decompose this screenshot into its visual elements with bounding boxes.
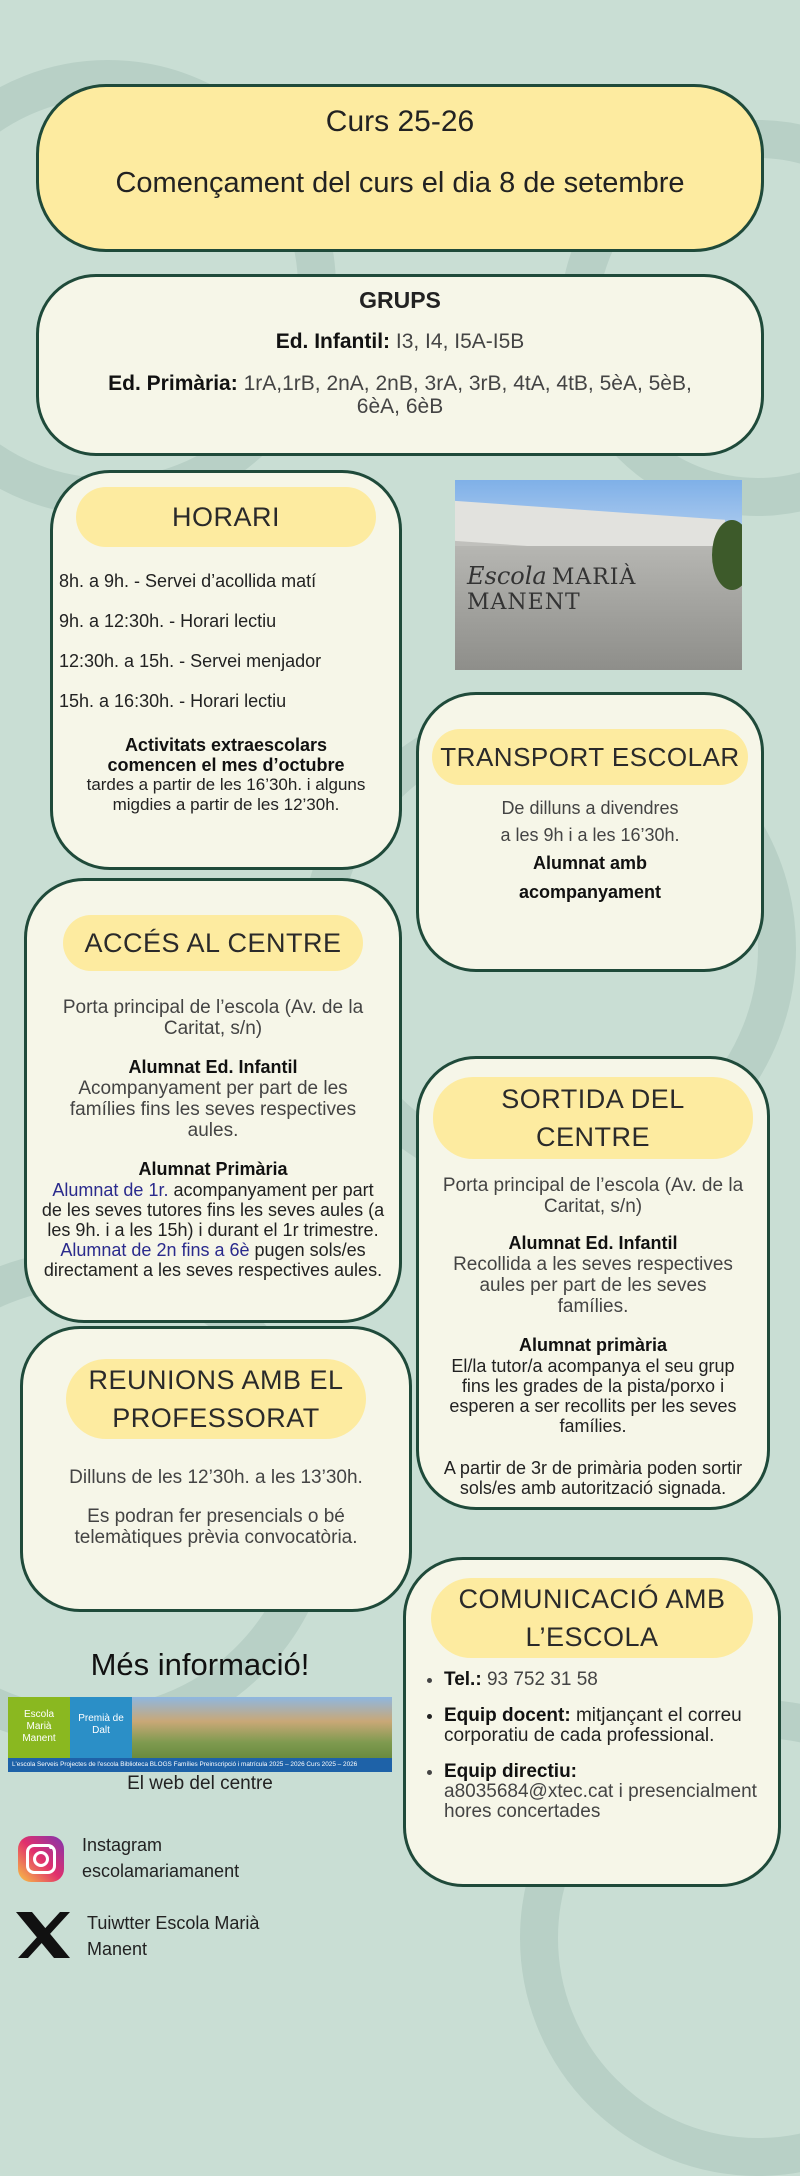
groups-title: GRUPS (359, 287, 441, 313)
extraescolars-text: tardes a partir de les 16’30h. i alguns migdies a partir de les 12’30h. (86, 775, 366, 814)
twitter-label: Tuiwtter Escola Marià Manent (87, 1913, 260, 1959)
sortida-infantil-text: Recollida a les seves respectives aules per part de les seves famílies. (453, 1254, 733, 1317)
horari-card (50, 470, 402, 870)
sortida-third: A partir de 3r de primària poden sortir sols/es amb autorització signada. (443, 1458, 743, 1498)
horari-row: 8h. a 9h. - Servei d’acollida matí (59, 571, 317, 591)
reunions-line1: Dilluns de les 12’30h. a les 13’30h. (69, 1467, 363, 1488)
tel-value: 93 752 31 58 (486, 1669, 598, 1690)
course-title: Curs 25-26 (325, 105, 475, 138)
groups-card (36, 274, 764, 456)
groups-primaria (89, 372, 711, 418)
groups-infantil (39, 330, 761, 354)
acces-infantil-title: Alumnat Ed. Infantil (128, 1057, 298, 1077)
instagram-label: Instagram escolamariamanent (82, 1835, 240, 1881)
course-start: Començament del curs el dia 8 de setembre (115, 167, 685, 199)
docent-value: mitjançant el correu corporatiu de cada professional. (444, 1705, 742, 1746)
contact-docent (444, 1706, 778, 1746)
acces-1r-label: Alumnat de 1r. (52, 1180, 169, 1200)
web-logo-green (8, 1697, 70, 1758)
instagram-icon (18, 1836, 64, 1882)
extraescolars-title: Activitats extraescolars comencen el mes d’octubre (107, 735, 345, 775)
reunions-card (20, 1326, 412, 1612)
acces-infantil-text: Acompanyament per part de les famílies fins les seves respectives aules. (69, 1078, 357, 1141)
web-logo-blue (70, 1697, 132, 1758)
reunions-line2: Es podran fer presencials o bé telemàtiques prèvia convocatòria. (74, 1506, 358, 1548)
directiu-value: a8035684@xtec.cat i presencialment hores concertades (444, 1781, 757, 1822)
transport-line1: De dilluns a divendres (501, 798, 679, 818)
horari-row: 15h. a 16:30h. - Horari lectiu (59, 691, 287, 711)
school-photo (455, 480, 742, 670)
primaria-label: Ed. Primària: (108, 372, 238, 395)
acces-1r-text: acompanyament per part de les seves tutores fins les seves aules (a les 9h. i a les 15h) i durant el 1r trimestre. (41, 1180, 385, 1240)
web-photo (132, 1697, 392, 1758)
sortida-primaria-text: El/la tutor/a acompanya el seu grup fins les grades de la pista/porxo i esperen a ser recollits per les seves famílies. (449, 1356, 737, 1436)
sortida-card (416, 1056, 770, 1510)
transport-title: TRANSPORT ESCOLAR (432, 729, 748, 785)
sortida-infantil-title: Alumnat Ed. Infantil (508, 1233, 678, 1253)
photo-sign-script: Escola (467, 562, 547, 590)
horari-list (59, 561, 399, 721)
horari-row: 12:30h. a 15h. - Servei menjador (59, 651, 322, 671)
twitter-link[interactable] (14, 1908, 334, 1968)
acces-2n-text: pugen sols/es directament a les seves respectives aules. (43, 1240, 383, 1280)
acces-primaria-1r (41, 1180, 385, 1280)
tel-label: Tel.: (444, 1669, 482, 1690)
contact-directiu (444, 1762, 778, 1822)
sortida-door: Porta principal de l’escola (Av. de la Caritat, s/n) (442, 1175, 744, 1217)
sortida-primaria-title: Alumnat primària (518, 1335, 668, 1355)
instagram-link[interactable] (18, 1830, 318, 1890)
docent-label: Equip docent: (444, 1705, 571, 1726)
web-nav[interactable]: L'escola Serveis Projectes de l'escola Biblioteca BLOGS Famílies Preinscripció i matrícula 2025 – 2026 Curs 2025 – 2026 (8, 1758, 392, 1772)
transport-bold: Alumnat amb acompanyament (518, 853, 662, 902)
photo-sign-text: MARIÀ MANENT (467, 565, 637, 615)
web-caption: El web del centre (127, 1773, 273, 1794)
acces-card (24, 878, 402, 1323)
acces-door: Porta principal de l’escola (Av. de la Caritat, s/n) (62, 997, 364, 1039)
web-banner[interactable] (8, 1697, 392, 1772)
comunicacio-title: COMUNICACIÓ AMB L’ESCOLA (431, 1578, 753, 1658)
web-logo-2: Premià de Dalt (78, 1713, 124, 1736)
more-info-title: Més informació! (90, 1647, 310, 1682)
comunicacio-card (403, 1557, 781, 1887)
sortida-title: SORTIDA DEL CENTRE (433, 1077, 753, 1159)
primaria-value: 1rA,1rB, 2nA, 2nB, 3rA, 3rB, 4tA, 4tB, 5èA, 5èB, 6èA, 6èB (243, 372, 692, 418)
reunions-title: REUNIONS AMB EL PROFESSORAT (66, 1359, 366, 1439)
comunicacio-list (406, 1670, 778, 1822)
horari-title: HORARI (76, 487, 376, 547)
infantil-value: I3, I4, I5A-I5B (395, 330, 525, 353)
acces-title: ACCÉS AL CENTRE (63, 915, 363, 971)
directiu-label: Equip directiu: (444, 1761, 577, 1782)
photo-sign (467, 562, 742, 615)
web-logo-1: Escola Marià Manent (22, 1709, 56, 1744)
horari-row: 9h. a 12:30h. - Horari lectiu (59, 611, 277, 631)
acces-2n-label: Alumnat de 2n fins a 6è (60, 1240, 250, 1260)
transport-card (416, 692, 764, 972)
infantil-label: Ed. Infantil: (275, 330, 391, 353)
x-logo-icon (14, 1910, 72, 1960)
transport-line2: a les 9h i a les 16’30h. (500, 825, 680, 845)
header-card (36, 84, 764, 252)
contact-tel (444, 1670, 778, 1690)
acces-primaria-title: Alumnat Primària (138, 1159, 288, 1179)
